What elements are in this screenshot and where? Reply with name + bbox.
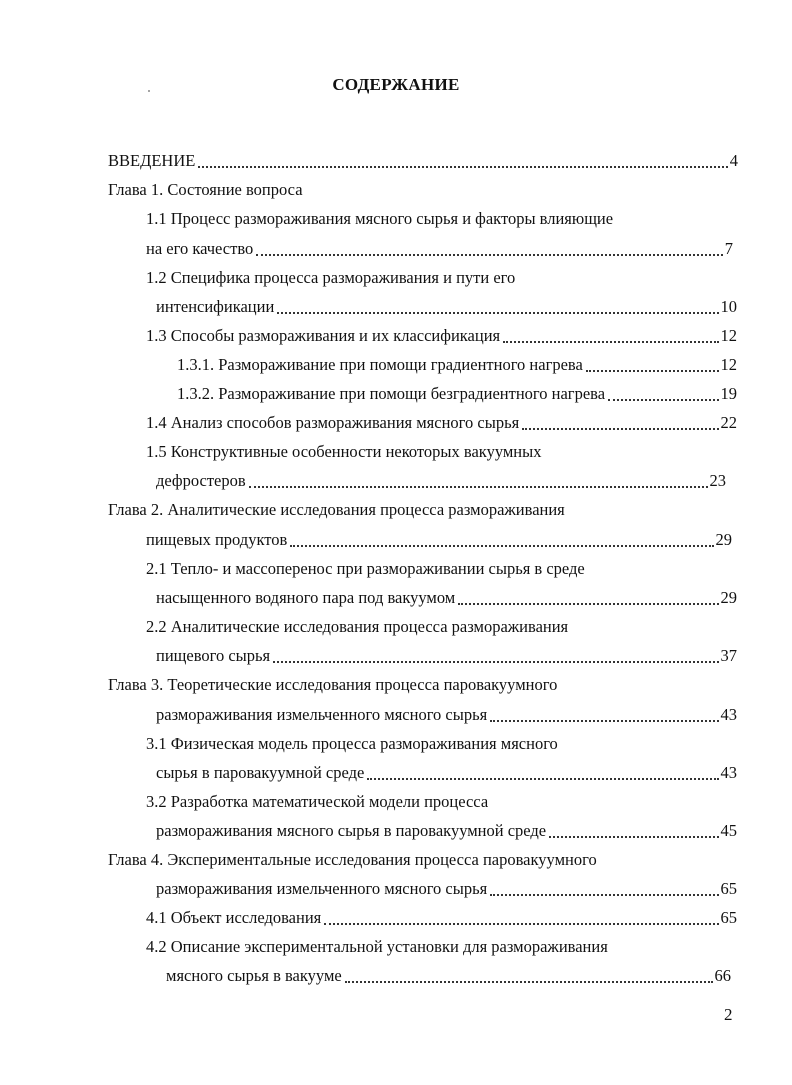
- toc-leader: [458, 603, 718, 605]
- toc-leader: [345, 981, 713, 983]
- toc-entry-text: пищевого сырья: [156, 646, 271, 665]
- toc-entry-page: 10: [720, 297, 737, 316]
- toc-leader: [586, 370, 719, 372]
- toc-entry: [177, 354, 737, 376]
- toc-entry: [156, 820, 737, 842]
- toc-entry-text: 4.1 Объект исследования: [146, 908, 322, 927]
- toc-entry: [146, 529, 732, 551]
- toc-entry-page: 43: [720, 705, 737, 724]
- toc-entry-text: 2.2 Аналитические исследования процесса размораживания: [146, 617, 569, 636]
- toc-entry: [156, 645, 737, 667]
- toc-entry-text: 1.3.2. Размораживание при помощи безградиентного нагрева: [177, 384, 606, 403]
- toc-entry: [108, 674, 738, 696]
- toc-entry: [146, 733, 738, 755]
- toc-entry-page: 45: [720, 821, 737, 840]
- toc-leader: [490, 894, 718, 896]
- toc-entry-page: 19: [720, 384, 737, 403]
- toc-entry-text: Глава 3. Теоретические исследования процесса паровакуумного: [108, 675, 558, 694]
- toc-entry-page: 65: [720, 879, 737, 898]
- toc-entry: [166, 965, 731, 987]
- toc-entry: [108, 179, 738, 201]
- toc-leader: [549, 836, 718, 838]
- toc-entry: [156, 296, 737, 318]
- toc-entry-text: ВВЕДЕНИЕ: [108, 151, 196, 170]
- page-number: 2: [724, 1005, 733, 1024]
- toc-entry: [146, 558, 738, 580]
- toc-entry-text: на его качество: [146, 239, 254, 258]
- toc-entry: [146, 441, 738, 463]
- toc-entry-text: интенсификации: [156, 297, 275, 316]
- toc-entry: [146, 936, 738, 958]
- toc-entry: [146, 238, 733, 260]
- toc-entry-text: Глава 2. Аналитические исследования процесса размораживания: [108, 500, 565, 519]
- toc-entry: [146, 791, 738, 813]
- toc-entry-text: пищевых продуктов: [146, 530, 288, 549]
- toc-entry: [108, 499, 738, 521]
- toc-entry-text: 4.2 Описание экспериментальной установки для размораживания: [146, 937, 608, 956]
- toc-entry: [146, 208, 738, 230]
- toc-entry: [156, 470, 726, 492]
- toc-entry-page: 43: [720, 763, 737, 782]
- toc-entry-text: 1.3.1. Размораживание при помощи градиентного нагрева: [177, 355, 583, 374]
- toc-entry-text: размораживания измельченного мясного сырья: [156, 879, 488, 898]
- toc-entry-page: 66: [714, 966, 731, 985]
- toc-entry-text: 1.4 Анализ способов размораживания мясного сырья: [146, 413, 520, 432]
- toc-entry: [108, 849, 738, 871]
- toc-entry-text: 1.5 Конструктивные особенности некоторых вакуумных: [146, 442, 542, 461]
- toc-entry-text: 1.2 Специфика процесса размораживания и пути его: [146, 268, 516, 287]
- toc-leader: [256, 254, 722, 256]
- toc-entry-text: 3.1 Физическая модель процесса размораживания мясного: [146, 734, 558, 753]
- toc-entry-page: 65: [720, 908, 737, 927]
- toc-entry-page: 12: [720, 326, 737, 345]
- toc-leader: [324, 923, 718, 925]
- toc-entry-text: Глава 1. Состояние вопроса: [108, 180, 303, 199]
- toc-leader: [490, 720, 718, 722]
- toc-entry-page: 12: [720, 355, 737, 374]
- toc-entry-text: насыщенного водяного пара под вакуумом: [156, 588, 456, 607]
- toc-entry: [146, 907, 737, 929]
- toc-entry-page: 29: [720, 588, 737, 607]
- toc-entry: [177, 383, 737, 405]
- toc-entry-text: дефростеров: [156, 471, 246, 490]
- toc-entry-page: 37: [720, 646, 737, 665]
- toc-leader: [290, 545, 713, 547]
- toc-leader: [522, 428, 718, 430]
- toc-entry-text: сырья в паровакуумной среде: [156, 763, 365, 782]
- toc-entry-text: 1.1 Процесс размораживания мясного сырья и факторы влияющие: [146, 209, 614, 228]
- toc-entry-text: 1.3 Способы размораживания и их классификация: [146, 326, 501, 345]
- toc-leader: [198, 166, 727, 168]
- toc-leader: [277, 312, 718, 314]
- toc-leader: [273, 661, 718, 663]
- toc-entry: [108, 150, 738, 172]
- toc-entry: [156, 878, 737, 900]
- toc-leader: [367, 778, 718, 780]
- toc-entry-text: 3.2 Разработка математической модели процесса: [146, 792, 489, 811]
- toc-entry-text: размораживания измельченного мясного сырья: [156, 705, 488, 724]
- toc-leader: [503, 341, 718, 343]
- toc-entry: [146, 325, 737, 347]
- toc-entry: [146, 616, 738, 638]
- toc-leader: [608, 399, 718, 401]
- toc-entry-page: 7: [724, 239, 733, 258]
- toc-entry: [146, 267, 738, 289]
- toc-entry-text: мясного сырья в вакууме: [166, 966, 342, 985]
- toc-entry: [156, 762, 737, 784]
- page-title: СОДЕРЖАНИЕ: [332, 75, 460, 94]
- toc-entry-text: Глава 4. Экспериментальные исследования процесса паровакуумного: [108, 850, 597, 869]
- toc-entry-text: размораживания мясного сырья в паровакуумной среде: [156, 821, 547, 840]
- toc-entry-page: 23: [709, 471, 726, 490]
- toc-leader: [249, 486, 708, 488]
- toc-entry-page: 22: [720, 413, 737, 432]
- toc-entry-page: 4: [729, 151, 738, 170]
- toc-entry: [156, 587, 737, 609]
- toc-entry: [156, 704, 737, 726]
- toc-entry-text: 2.1 Тепло- и массоперенос при размораживании сырья в среде: [146, 559, 585, 578]
- toc-entry: [146, 412, 737, 434]
- toc-entry-page: 29: [715, 530, 732, 549]
